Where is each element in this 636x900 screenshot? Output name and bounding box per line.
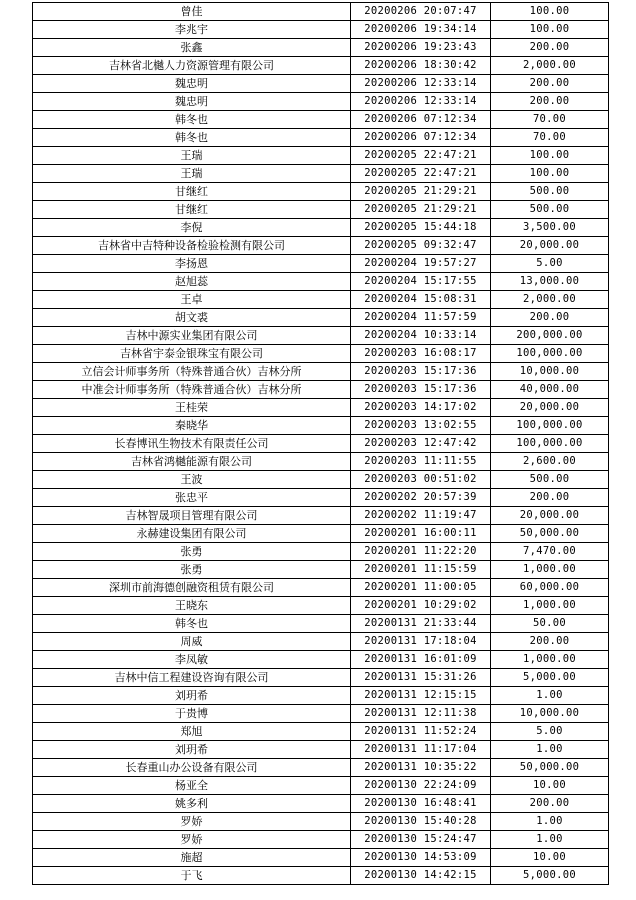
donation-time-cell: 20200204 11:57:59 <box>351 309 491 327</box>
donation-amount-cell: 1.00 <box>491 831 609 849</box>
table-row <box>33 21 609 39</box>
donor-name-cell: 甘继红 <box>33 201 351 219</box>
table-row <box>33 615 609 633</box>
donation-time-cell: 20200206 07:12:34 <box>351 111 491 129</box>
donor-name-cell: 王卓 <box>33 291 351 309</box>
donation-amount-cell: 200.00 <box>491 795 609 813</box>
donation-amount-cell: 3,500.00 <box>491 219 609 237</box>
donation-amount-cell: 70.00 <box>491 111 609 129</box>
donation-amount-cell: 2,600.00 <box>491 453 609 471</box>
donation-amount-cell: 10,000.00 <box>491 363 609 381</box>
table-row <box>33 453 609 471</box>
table-row <box>33 777 609 795</box>
donation-amount-cell: 5,000.00 <box>491 669 609 687</box>
donation-time-cell: 20200131 12:15:15 <box>351 687 491 705</box>
donation-time-cell: 20200203 16:08:17 <box>351 345 491 363</box>
donation-amount-cell: 60,000.00 <box>491 579 609 597</box>
table-row <box>33 201 609 219</box>
donation-time-cell: 20200203 15:17:36 <box>351 381 491 399</box>
donation-amount-cell: 500.00 <box>491 183 609 201</box>
donor-name-cell: 长春博讯生物技术有限责任公司 <box>33 435 351 453</box>
donor-name-cell: 吉林省鸿樾能源有限公司 <box>33 453 351 471</box>
donor-name-cell: 郑旭 <box>33 723 351 741</box>
donation-amount-cell: 200.00 <box>491 39 609 57</box>
donation-time-cell: 20200201 11:22:20 <box>351 543 491 561</box>
donation-amount-cell: 100.00 <box>491 147 609 165</box>
donor-name-cell: 王波 <box>33 471 351 489</box>
donation-amount-cell: 70.00 <box>491 129 609 147</box>
donation-amount-cell: 10.00 <box>491 777 609 795</box>
donation-time-cell: 20200130 14:42:15 <box>351 867 491 885</box>
donation-amount-cell: 200.00 <box>491 75 609 93</box>
donor-name-cell: 张勇 <box>33 543 351 561</box>
donor-name-cell: 立信会计师事务所（特殊普通合伙）吉林分所 <box>33 363 351 381</box>
donation-amount-cell: 100,000.00 <box>491 345 609 363</box>
donation-amount-cell: 20,000.00 <box>491 507 609 525</box>
donation-amount-cell: 1.00 <box>491 687 609 705</box>
donation-time-cell: 20200203 12:47:42 <box>351 435 491 453</box>
donation-time-cell: 20200205 21:29:21 <box>351 201 491 219</box>
donation-amount-cell: 5.00 <box>491 723 609 741</box>
donor-name-cell: 张勇 <box>33 561 351 579</box>
table-row <box>33 561 609 579</box>
donation-time-cell: 20200203 13:02:55 <box>351 417 491 435</box>
donation-time-cell: 20200205 22:47:21 <box>351 165 491 183</box>
donor-name-cell: 中准会计师事务所（特殊普通合伙）吉林分所 <box>33 381 351 399</box>
donation-amount-cell: 100.00 <box>491 165 609 183</box>
table-row <box>33 183 609 201</box>
table-row <box>33 363 609 381</box>
table-row <box>33 57 609 75</box>
donation-time-cell: 20200206 12:33:14 <box>351 93 491 111</box>
donation-time-cell: 20200131 16:01:09 <box>351 651 491 669</box>
donor-name-cell: 刘玥希 <box>33 741 351 759</box>
donation-time-cell: 20200131 11:52:24 <box>351 723 491 741</box>
donor-name-cell: 吉林智晟项目管理有限公司 <box>33 507 351 525</box>
donation-time-cell: 20200206 07:12:34 <box>351 129 491 147</box>
table-row <box>33 741 609 759</box>
donor-name-cell: 深圳市前海德创融资租赁有限公司 <box>33 579 351 597</box>
donation-time-cell: 20200206 18:30:42 <box>351 57 491 75</box>
table-row <box>33 831 609 849</box>
donation-amount-cell: 2,000.00 <box>491 291 609 309</box>
donation-time-cell: 20200131 10:35:22 <box>351 759 491 777</box>
table-row <box>33 273 609 291</box>
table-row <box>33 165 609 183</box>
table-row <box>33 3 609 21</box>
donation-time-cell: 20200130 16:48:41 <box>351 795 491 813</box>
donation-amount-cell: 5.00 <box>491 255 609 273</box>
table-row <box>33 39 609 57</box>
donation-time-cell: 20200204 19:57:27 <box>351 255 491 273</box>
donation-time-cell: 20200131 17:18:04 <box>351 633 491 651</box>
donation-time-cell: 20200130 15:24:47 <box>351 831 491 849</box>
donor-name-cell: 曾佳 <box>33 3 351 21</box>
table-row <box>33 417 609 435</box>
donor-name-cell: 甘继红 <box>33 183 351 201</box>
donation-time-cell: 20200131 15:31:26 <box>351 669 491 687</box>
table-row <box>33 633 609 651</box>
donation-time-cell: 20200203 14:17:02 <box>351 399 491 417</box>
table-row <box>33 435 609 453</box>
donation-amount-cell: 200.00 <box>491 489 609 507</box>
donor-name-cell: 韩冬也 <box>33 129 351 147</box>
donor-name-cell: 王桂荣 <box>33 399 351 417</box>
donation-amount-cell: 50.00 <box>491 615 609 633</box>
donation-time-cell: 20200131 21:33:44 <box>351 615 491 633</box>
donor-name-cell: 于飞 <box>33 867 351 885</box>
table-row <box>33 75 609 93</box>
donor-name-cell: 魏忠明 <box>33 75 351 93</box>
table-row <box>33 849 609 867</box>
donation-amount-cell: 1,000.00 <box>491 561 609 579</box>
donor-name-cell: 施超 <box>33 849 351 867</box>
donor-name-cell: 魏忠明 <box>33 93 351 111</box>
table-row <box>33 687 609 705</box>
donation-amount-cell: 13,000.00 <box>491 273 609 291</box>
donation-amount-cell: 500.00 <box>491 471 609 489</box>
table-row <box>33 651 609 669</box>
donation-amount-cell: 100,000.00 <box>491 417 609 435</box>
donor-name-cell: 秦晓华 <box>33 417 351 435</box>
donation-time-cell: 20200201 11:00:05 <box>351 579 491 597</box>
donor-name-cell: 李扬恩 <box>33 255 351 273</box>
donation-time-cell: 20200204 15:17:55 <box>351 273 491 291</box>
donor-name-cell: 胡文裘 <box>33 309 351 327</box>
donation-amount-cell: 200.00 <box>491 309 609 327</box>
donor-name-cell: 韩冬也 <box>33 615 351 633</box>
donation-amount-cell: 10.00 <box>491 849 609 867</box>
table-row <box>33 471 609 489</box>
donor-name-cell: 吉林省中吉特种设备检验检测有限公司 <box>33 237 351 255</box>
donation-table-body <box>33 3 609 885</box>
table-row <box>33 219 609 237</box>
donation-amount-cell: 40,000.00 <box>491 381 609 399</box>
donor-name-cell: 李倪 <box>33 219 351 237</box>
table-row <box>33 93 609 111</box>
donation-time-cell: 20200202 11:19:47 <box>351 507 491 525</box>
donor-name-cell: 刘玥希 <box>33 687 351 705</box>
donor-name-cell: 罗娇 <box>33 831 351 849</box>
table-row <box>33 327 609 345</box>
donation-amount-cell: 100,000.00 <box>491 435 609 453</box>
donor-name-cell: 吉林中信工程建设咨询有限公司 <box>33 669 351 687</box>
donor-name-cell: 李兆宇 <box>33 21 351 39</box>
table-row <box>33 291 609 309</box>
donor-name-cell: 王晓东 <box>33 597 351 615</box>
donation-amount-cell: 50,000.00 <box>491 525 609 543</box>
table-row <box>33 129 609 147</box>
table-row <box>33 111 609 129</box>
donor-name-cell: 张鑫 <box>33 39 351 57</box>
table-row <box>33 597 609 615</box>
table-row <box>33 795 609 813</box>
donor-name-cell: 周威 <box>33 633 351 651</box>
donor-name-cell: 杨亚全 <box>33 777 351 795</box>
donation-time-cell: 20200205 15:44:18 <box>351 219 491 237</box>
donor-name-cell: 罗娇 <box>33 813 351 831</box>
donation-amount-cell: 200.00 <box>491 633 609 651</box>
donation-amount-cell: 200,000.00 <box>491 327 609 345</box>
donor-name-cell: 张忠平 <box>33 489 351 507</box>
donation-time-cell: 20200130 14:53:09 <box>351 849 491 867</box>
table-row <box>33 669 609 687</box>
donation-amount-cell: 50,000.00 <box>491 759 609 777</box>
donation-time-cell: 20200130 22:24:09 <box>351 777 491 795</box>
donor-name-cell: 吉林省宇泰金银珠宝有限公司 <box>33 345 351 363</box>
donation-time-cell: 20200203 15:17:36 <box>351 363 491 381</box>
donation-table <box>32 2 609 885</box>
donation-amount-cell: 100.00 <box>491 21 609 39</box>
table-row <box>33 867 609 885</box>
donor-name-cell: 吉林中源实业集团有限公司 <box>33 327 351 345</box>
donor-name-cell: 王瑞 <box>33 165 351 183</box>
donation-amount-cell: 1,000.00 <box>491 597 609 615</box>
donation-time-cell: 20200206 12:33:14 <box>351 75 491 93</box>
donation-time-cell: 20200130 15:40:28 <box>351 813 491 831</box>
table-row <box>33 705 609 723</box>
donation-amount-cell: 1.00 <box>491 741 609 759</box>
donor-name-cell: 于贵博 <box>33 705 351 723</box>
table-row <box>33 255 609 273</box>
donation-time-cell: 20200206 20:07:47 <box>351 3 491 21</box>
table-row <box>33 723 609 741</box>
donation-time-cell: 20200201 16:00:11 <box>351 525 491 543</box>
table-row <box>33 543 609 561</box>
donor-name-cell: 吉林省北樾人力资源管理有限公司 <box>33 57 351 75</box>
donation-time-cell: 20200206 19:34:14 <box>351 21 491 39</box>
donation-time-cell: 20200131 11:17:04 <box>351 741 491 759</box>
donation-time-cell: 20200203 11:11:55 <box>351 453 491 471</box>
donation-amount-cell: 100.00 <box>491 3 609 21</box>
donation-amount-cell: 2,000.00 <box>491 57 609 75</box>
donation-amount-cell: 20,000.00 <box>491 399 609 417</box>
donation-table-container <box>32 2 608 885</box>
table-row <box>33 813 609 831</box>
donor-name-cell: 永赫建设集团有限公司 <box>33 525 351 543</box>
donation-time-cell: 20200203 00:51:02 <box>351 471 491 489</box>
table-row <box>33 309 609 327</box>
donation-time-cell: 20200202 20:57:39 <box>351 489 491 507</box>
donor-name-cell: 李凤敏 <box>33 651 351 669</box>
table-row <box>33 345 609 363</box>
donation-amount-cell: 500.00 <box>491 201 609 219</box>
table-row <box>33 399 609 417</box>
donation-time-cell: 20200206 19:23:43 <box>351 39 491 57</box>
donor-name-cell: 韩冬也 <box>33 111 351 129</box>
table-row <box>33 507 609 525</box>
donation-amount-cell: 10,000.00 <box>491 705 609 723</box>
donation-time-cell: 20200201 10:29:02 <box>351 597 491 615</box>
table-row <box>33 579 609 597</box>
donor-name-cell: 王瑞 <box>33 147 351 165</box>
table-row <box>33 147 609 165</box>
donation-amount-cell: 20,000.00 <box>491 237 609 255</box>
donation-time-cell: 20200205 21:29:21 <box>351 183 491 201</box>
donation-amount-cell: 1,000.00 <box>491 651 609 669</box>
donation-amount-cell: 200.00 <box>491 93 609 111</box>
donor-name-cell: 长春重山办公设备有限公司 <box>33 759 351 777</box>
donor-name-cell: 赵旭蕊 <box>33 273 351 291</box>
table-row <box>33 381 609 399</box>
donation-time-cell: 20200205 22:47:21 <box>351 147 491 165</box>
donation-time-cell: 20200204 15:08:31 <box>351 291 491 309</box>
table-row <box>33 237 609 255</box>
donation-time-cell: 20200201 11:15:59 <box>351 561 491 579</box>
donation-amount-cell: 5,000.00 <box>491 867 609 885</box>
donation-amount-cell: 7,470.00 <box>491 543 609 561</box>
donation-time-cell: 20200204 10:33:14 <box>351 327 491 345</box>
donation-amount-cell: 1.00 <box>491 813 609 831</box>
donation-time-cell: 20200205 09:32:47 <box>351 237 491 255</box>
table-row <box>33 489 609 507</box>
donor-name-cell: 姚多利 <box>33 795 351 813</box>
table-row <box>33 759 609 777</box>
table-row <box>33 525 609 543</box>
donation-time-cell: 20200131 12:11:38 <box>351 705 491 723</box>
